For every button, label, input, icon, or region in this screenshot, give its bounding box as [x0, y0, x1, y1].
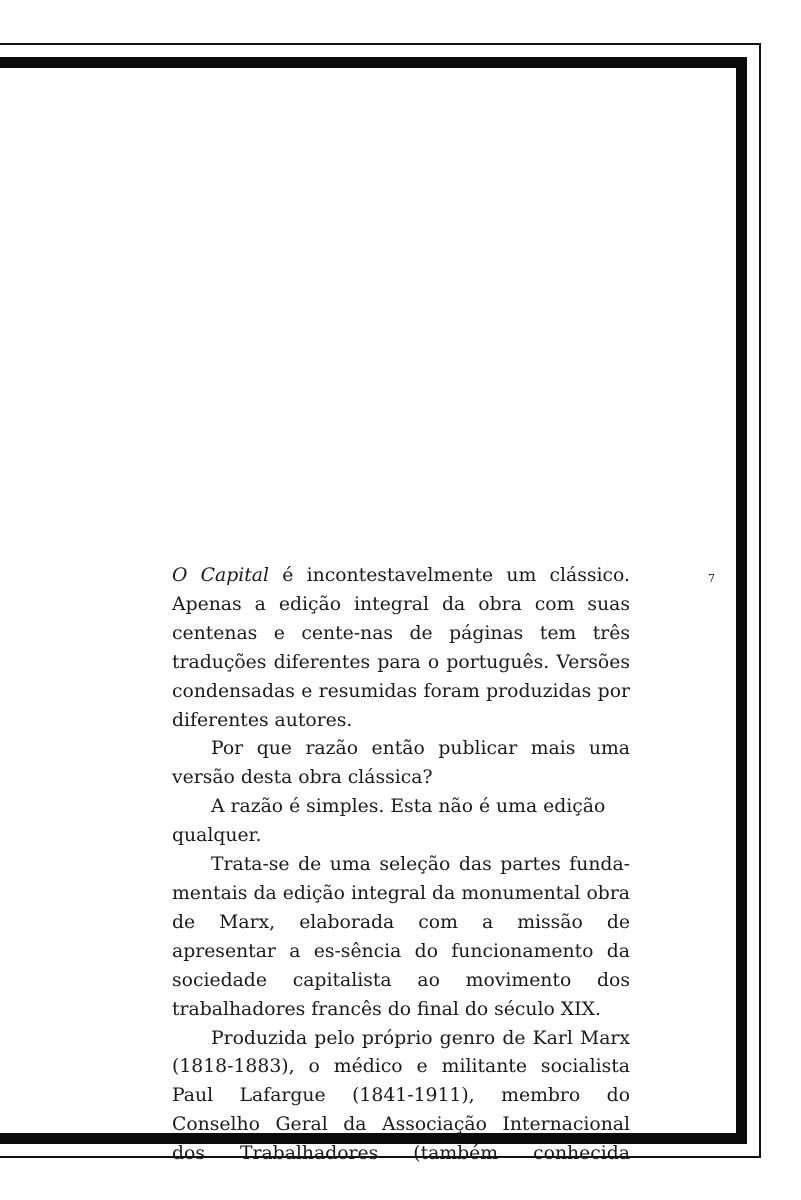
book-title-italic: O Capital — [172, 565, 269, 586]
paragraph-2: Por que razão então publicar mais uma versão desta obra clássica? — [172, 738, 630, 789]
paragraph-3: A razão é simples. Esta não é uma edição qualquer. — [172, 796, 606, 847]
paragraph-1 — [172, 562, 630, 735]
paragraph-1-text: é incontestavelmente um clássico. Apenas a edição integral da obra com suas centenas e cente-nas de páginas tem três traduções diferentes para o português. Versões condensadas e resumidas foram produzidas por diferentes autores. — [172, 565, 630, 731]
paragraph-4: Trata-se de uma seleção das partes funda-mentais da edição integral da monumental obra de Marx, elaborada com a missão de apresentar a es-sência do funcionamento da sociedade capitalista ao movimento dos trabalhadores francês do final do século XIX. — [172, 854, 630, 1020]
paragraph-5: Produzida pelo próprio genro de Karl Marx (1818-1883), o médico e militante socialista Paul Lafargue (1841-1911), membro do Conselho Geral da Associação Internacional dos Trabalhadores (também conhecida — [172, 1027, 630, 1165]
page-number: 7 — [708, 572, 715, 585]
body-text — [172, 562, 630, 1169]
